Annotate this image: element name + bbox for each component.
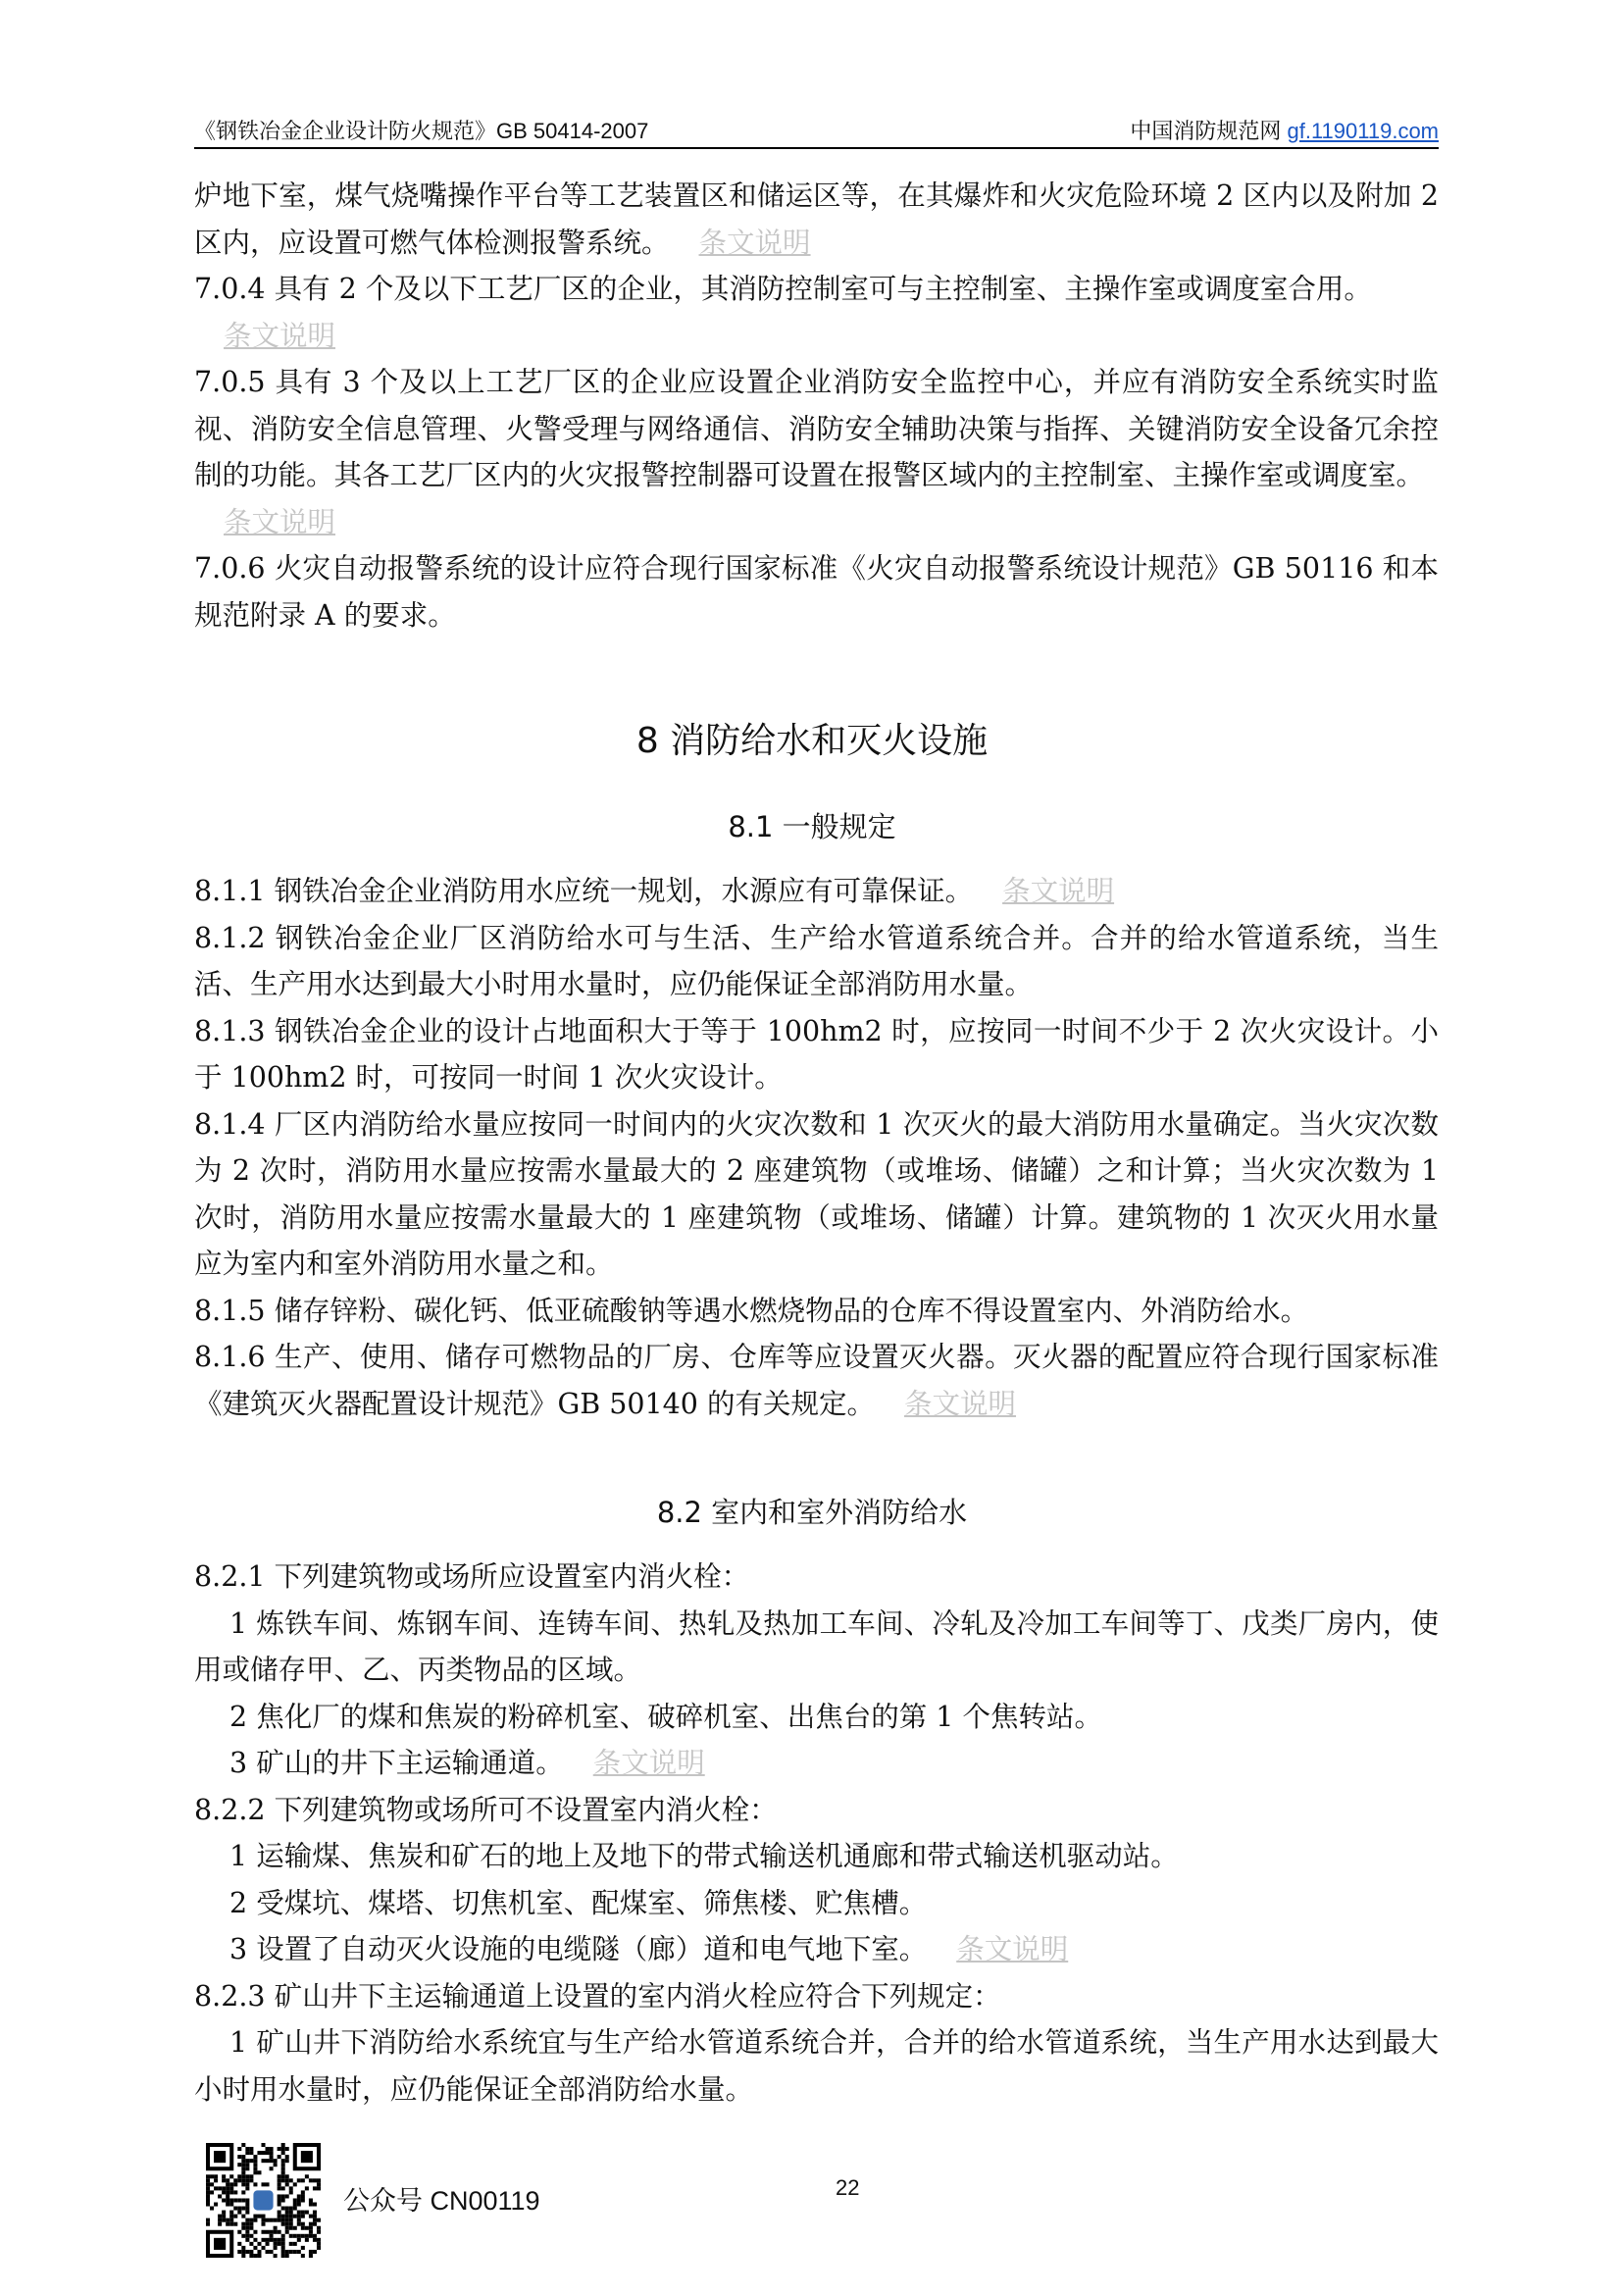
list-item: 1 运输煤、焦炭和矿石的地上及地下的带式输送机通廊和带式输送机驱动站。 — [229, 1840, 1179, 1872]
clause-8-2-1: 8.2.1 下列建筑物或场所应设置室内消火栓： — [194, 1560, 750, 1593]
clause-8-1-1 — [194, 868, 1439, 915]
paragraph-text: 8.1.1 钢铁冶金企业消防用水应统一规划，水源应有可靠保证。 — [194, 875, 974, 907]
clause-8-1-6 — [194, 1334, 1439, 1427]
paragraph-text: 8.1.6 生产、使用、储存可燃物品的厂房、仓库等应设置灭火器。灭火器的配置应符合现行国家标准《建筑灭火器配置设计规范》GB 50140 的有关规定。 — [194, 1341, 1439, 1420]
clause-7-0-5: 7.0.5 具有 3 个及以上工艺厂区的企业应设置企业消防安全监控中心，并应有消防安全系统实时监视、消防安全信息管理、火警受理与网络通信、消防安全辅助决策与指挥、关键消防安全设备冗余控制的功能。其各工艺厂区内的火灾报警控制器可设置在报警区域内的主控制室、主操作室或调度室。 — [194, 366, 1439, 491]
clause-8-1-4: 8.1.4 厂区内消防给水量应按同一时间内的火灾次数和 1 次灭火的最大消防用水量确定。当火灾次数为 2 次时，消防用水量应按需水量最大的 2 座建筑物（或堆场、储罐）之和计算；当火灾次数为 1 次时，消防用水量应按需水量最大的 1 座建筑物（或堆场、储罐）计算。建筑物的 1 次灭火用水量应为室内和室外消防用水量之和。 — [194, 1107, 1439, 1280]
list-item: 2 受煤坑、煤塔、切焦机室、配煤室、筛焦楼、贮焦槽。 — [229, 1886, 928, 1919]
note-line — [194, 313, 1439, 360]
qr-code — [206, 2143, 321, 2258]
header-site — [1130, 115, 1439, 145]
clause-note-link[interactable]: 条文说明 — [224, 505, 336, 538]
clause-8-1-3: 8.1.3 钢铁冶金企业的设计占地面积大于等于 100hm2 时，应按同一时间不少于 2 次火灾设计。小于 100hm2 时，可按同一时间 1 次火灾设计。 — [194, 1014, 1439, 1094]
clause-note-link[interactable]: 条文说明 — [956, 1933, 1069, 1965]
paragraph — [194, 173, 1439, 266]
list-item: 1 炼铁车间、炼钢车间、连铸车间、热轧及热加工车间、冷轧及冷加工车间等丁、戊类厂房内，使用或储存甲、乙、丙类物品的区域。 — [194, 1606, 1439, 1686]
clause-note-link[interactable]: 条文说明 — [698, 226, 811, 259]
list-item — [194, 1740, 1439, 1787]
chapter-title: 8 消防给水和灭火设施 — [635, 721, 989, 761]
clause-7-0-4: 7.0.4 具有 2 个及以下工艺厂区的企业，其消防控制室可与主控制室、主操作室或调度室合用。 — [194, 273, 1372, 305]
clause-8-1-2: 8.1.2 钢铁冶金企业厂区消防给水可与生活、生产给水管道系统合并。合并的给水管道系统，当生活、生产用水达到最大小时用水量时，应仍能保证全部消防用水量。 — [194, 921, 1439, 1000]
clause-note-link[interactable]: 条文说明 — [1002, 875, 1115, 907]
clause-8-2-2: 8.2.2 下列建筑物或场所可不设置室内消火栓： — [194, 1793, 778, 1826]
note-line — [194, 499, 1439, 546]
section-7-continued — [194, 173, 1439, 638]
document-title: 《钢铁冶金企业设计防火规范》GB 50414-2007 — [194, 119, 649, 143]
clause-note-link[interactable]: 条文说明 — [904, 1387, 1017, 1420]
paragraph-text: 3 矿山的井下主运输通道。 — [229, 1747, 564, 1779]
section-title-8-2: 8.2 室内和室外消防给水 — [656, 1496, 968, 1529]
account-label: 公众号 CN00119 — [343, 2186, 540, 2216]
clause-8-2-3: 8.2.3 矿山井下主运输通道上设置的室内消火栓应符合下列规定： — [194, 1979, 1001, 2013]
clause-8-1-5: 8.1.5 储存锌粉、碳化钙、低亚硫酸钠等遇水燃烧物品的仓库不得设置室内、外消防给水。 — [194, 1294, 1309, 1327]
section-8-1 — [194, 868, 1439, 1427]
list-item: 1 矿山井下消防给水系统宜与生产给水管道系统合并，合并的给水管道系统，当生产用水达到最大小时用水量时，应仍能保证全部消防给水量。 — [194, 2026, 1439, 2106]
clause-note-link[interactable]: 条文说明 — [592, 1747, 705, 1779]
paragraph-text: 炉地下室，煤气烧嘴操作平台等工艺装置区和储运区等，在其爆炸和火灾危险环境 2 区内以及附加 2 区内，应设置可燃气体检测报警系统。 — [194, 179, 1439, 259]
site-link[interactable]: gf.1190119.com — [1287, 119, 1439, 143]
site-name: 中国消防规范网 — [1130, 119, 1282, 143]
page-header — [194, 116, 1439, 149]
clause-7-0-6: 7.0.6 火灾自动报警系统的设计应符合现行国家标准《火灾自动报警系统设计规范》GB 50116 和本规范附录 A 的要求。 — [194, 552, 1439, 632]
list-item — [194, 1926, 1439, 1973]
list-item: 2 焦化厂的煤和焦炭的粉碎机室、破碎机室、出焦台的第 1 个焦转站。 — [229, 1700, 1102, 1733]
section-title-8-1: 8.1 一般规定 — [728, 810, 896, 843]
paragraph-text: 3 设置了自动灭火设施的电缆隧（廊）道和电气地下室。 — [229, 1933, 928, 1965]
page-number: 22 — [836, 2175, 860, 2200]
section-8-2 — [194, 1554, 1439, 2113]
clause-note-link[interactable]: 条文说明 — [224, 319, 336, 352]
